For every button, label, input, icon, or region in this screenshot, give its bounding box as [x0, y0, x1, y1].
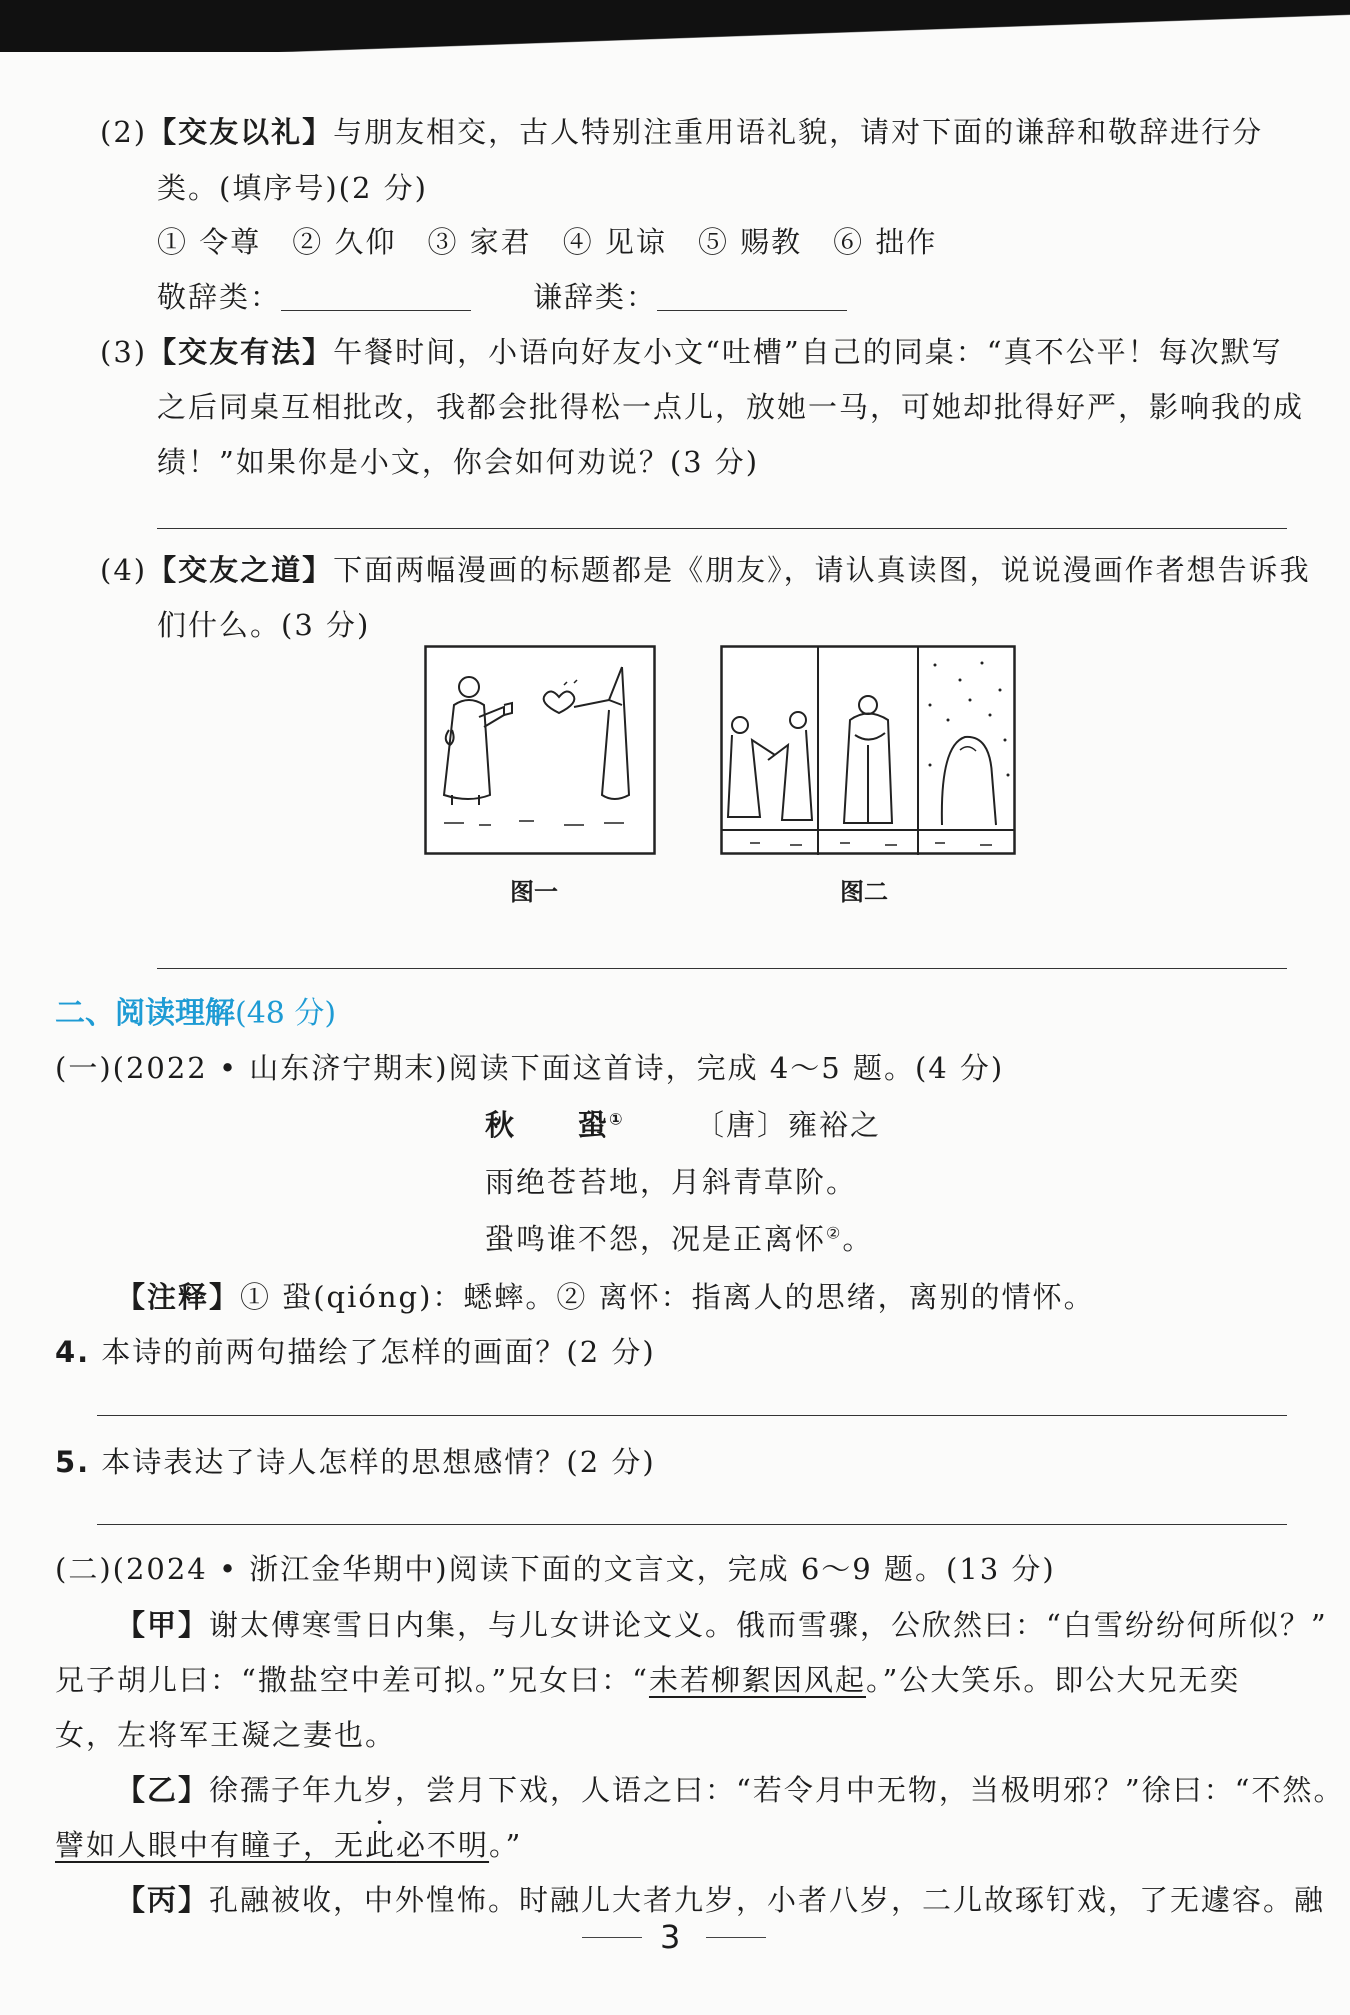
q4-answer-line[interactable]	[157, 968, 1287, 969]
part1-intro: (一)(2022 • 山东济宁期末)阅读下面这首诗，完成 4～5 题。(4 分)	[55, 1051, 1005, 1085]
figure-two-caption: 图二	[840, 878, 888, 906]
q3-line1: (3)【交友有法】午餐时间，小语向好友小文“吐槽”自己的同桌：“真不公平！每次默写	[100, 335, 1283, 369]
question-5: 5. 本诗表达了诗人怎样的思想感情？(2 分)	[55, 1445, 656, 1479]
q3-line2: 之后同桌互相批改，我都会批得松一点儿，放她一马，可她却批得好严，影响我的成	[157, 390, 1305, 424]
respect-answer-blank[interactable]	[281, 284, 471, 311]
humble-answer-blank[interactable]	[657, 284, 847, 311]
scan-top-edge	[0, 0, 1350, 52]
poem-line-2: 蛩鸣谁不怨，况是正离怀②。	[485, 1222, 874, 1256]
passage-yi-line2: 譬如人眼中有瞳子，无此必不明。”	[55, 1828, 523, 1862]
q2-line1: (2)【交友以礼】与朋友相交，古人特别注重用语礼貌，请对下面的谦辞和敬辞进行分	[100, 115, 1264, 149]
poem-author: 〔唐〕雍裕之	[695, 1108, 882, 1142]
section-title-reading: 二、阅读理解(48 分)	[55, 996, 337, 1031]
passage-jia-line1: 【甲】谢太傅寒雪日内集，与儿女讲论文义。俄而雪骤，公欣然曰：“白雪纷纷何所似？”	[116, 1608, 1328, 1642]
question-4: 4. 本诗的前两句描绘了怎样的画面？(2 分)	[55, 1335, 656, 1369]
page-number-rule-left	[582, 1937, 642, 1938]
page-number-rule-right	[706, 1937, 766, 1938]
q2-answer-row: 敬辞类： 谦辞类：	[157, 275, 847, 316]
q2-line2: 类。(填序号)(2 分)	[157, 171, 428, 205]
q4-line2: 们什么。(3 分)	[157, 608, 371, 642]
question-5-answer-line[interactable]	[97, 1524, 1287, 1525]
poem-line-1: 雨绝苍苔地，月斜青草阶。	[485, 1165, 858, 1199]
passage-bing-line1: 【丙】孔融被收，中外惶怖。时融儿大者九岁，小者八岁，二儿故琢钉戏，了无遽容。融	[116, 1883, 1326, 1917]
q2-options: ① 令尊 ② 久仰 ③ 家君 ④ 见谅 ⑤ 赐教 ⑥ 拙作	[157, 225, 938, 259]
cartoon-figure-two	[720, 645, 1016, 855]
q3-answer-line[interactable]	[157, 528, 1287, 529]
poem-title: 秋 蛩①	[485, 1108, 625, 1142]
cartoon-figure-one	[424, 645, 656, 855]
figure-one-caption: 图一	[510, 878, 558, 906]
q4-line1: (4)【交友之道】下面两幅漫画的标题都是《朋友》，请认真读图，说说漫画作者想告诉我	[100, 553, 1311, 587]
part2-intro: (二)(2024 • 浙江金华期中)阅读下面的文言文，完成 6～9 题。(13 分)	[55, 1552, 1056, 1586]
passage-jia-line2: 兄子胡儿曰：“撒盐空中差可拟。”兄女曰：“未若柳絮因风起。”公大笑乐。即公大兄无奕	[55, 1663, 1241, 1697]
page-number: 3	[660, 1918, 681, 1956]
passage-jia-line3: 女，左将军王凝之妻也。	[55, 1718, 397, 1752]
q3-line3: 绩！”如果你是小文，你会如何劝说？(3 分)	[157, 445, 760, 479]
question-4-answer-line[interactable]	[97, 1415, 1287, 1416]
passage-yi-line1: 【乙】徐孺子年九岁，尝月下戏，人语之曰：“若令月中无物，当极明邪？”徐曰：“不然。	[116, 1773, 1345, 1807]
poem-notes: 【注释】① 蛩(qióng)：蟋蟀。② 离怀：指离人的思绪，离别的情怀。	[116, 1280, 1095, 1314]
